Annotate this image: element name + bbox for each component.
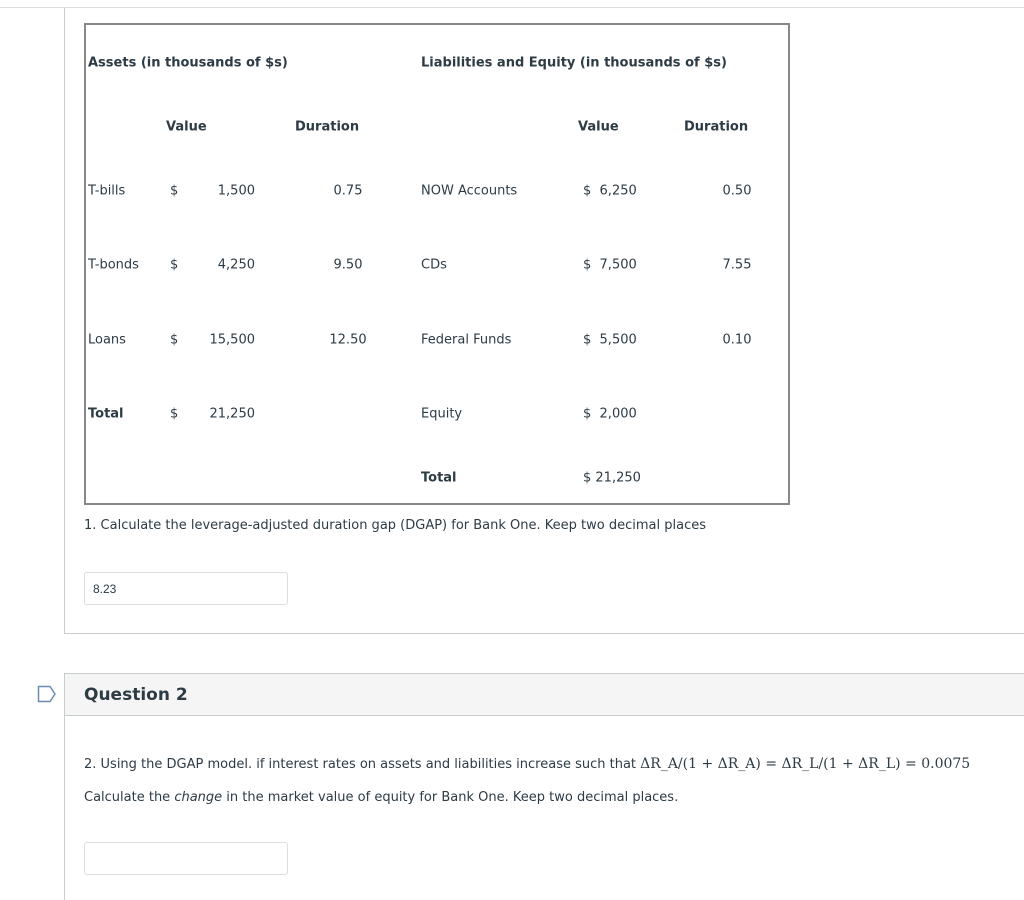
asset-value: 4,250 [217,257,255,273]
assets-header: Assets (in thousands of $s) [88,55,288,71]
asset-duration: 0.75 [333,183,363,199]
asset-currency: $ [170,257,179,273]
liability-value: $ 6,250 [583,183,637,199]
liability-value: $ 2,000 [583,406,637,422]
asset-value: 21,250 [209,406,255,422]
question-2-line2 [84,790,678,805]
asset-currency: $ [170,406,179,422]
asset-value: 15,500 [209,332,255,348]
liab-duration-header: Duration [684,119,749,135]
question-1-answer-input[interactable]: 8.23 [84,572,288,605]
liability-name: CDs [421,257,447,273]
question-2-text [84,756,970,772]
question-2-title: Question 2 [84,685,188,705]
asset-duration: 12.50 [329,332,367,348]
asset-name: Loans [88,332,126,348]
question-2-answer-input[interactable] [84,842,288,875]
rate-formula: ΔR_A/(1 + ΔR_A) = ΔR_L/(1 + ΔR_L) = 0.0075 [640,756,971,772]
asset-currency: $ [170,183,179,199]
balance-sheet-table [84,23,790,505]
question-1-text: 1. Calculate the leverage-adjusted duration gap (DGAP) for Bank One. Keep two decimal places [84,518,706,533]
asset-value: 1,500 [217,183,255,199]
question-2-header [65,673,1024,716]
q2-line2-a: Calculate the [84,790,175,805]
asset-name: T-bonds [88,257,139,273]
liability-value: $ 5,500 [583,332,637,348]
liability-name: Total [421,470,457,486]
q2-line2-b: in the market value of equity for Bank One. Keep two decimal places. [222,790,679,805]
asset-currency: $ [170,332,179,348]
asset-name: Total [88,406,124,422]
liab-value-header: Value [578,119,619,135]
liability-name: Federal Funds [421,332,512,348]
liability-name: Equity [421,406,463,422]
liability-value: $ 21,250 [583,470,641,486]
assets-duration-header: Duration [295,119,360,135]
liability-duration: 0.50 [722,183,752,199]
liability-duration: 0.10 [722,332,752,348]
liability-value: $ 7,500 [583,257,637,273]
liability-name: NOW Accounts [421,183,518,199]
q2-line2-emphasis: change [174,790,223,805]
asset-duration: 9.50 [333,257,363,273]
assets-value-header: Value [166,119,207,135]
bookmark-flag-icon[interactable] [37,685,57,703]
question-2-text-prefix: 2. Using the DGAP model. if interest rates on assets and liabilities increase such that [84,757,641,772]
asset-name: T-bills [88,183,126,199]
liabilities-header: Liabilities and Equity (in thousands of $s) [421,55,727,71]
liability-duration: 7.55 [722,257,752,273]
